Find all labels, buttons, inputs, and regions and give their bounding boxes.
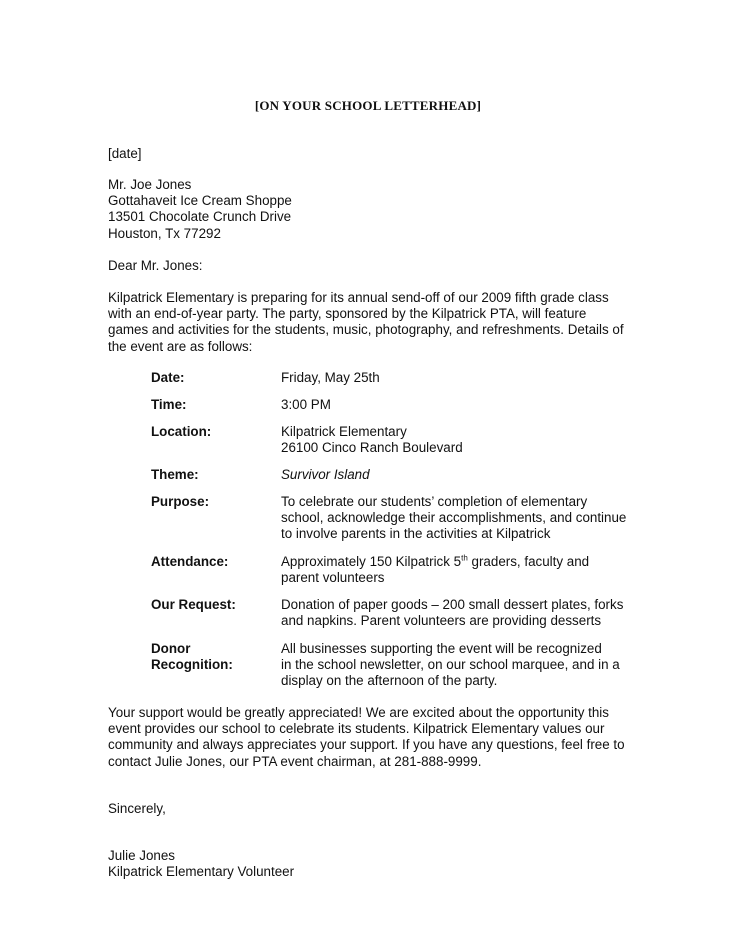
attendance-text: Approximately 150 Kilpatrick 5 [281,554,462,569]
detail-label: Purpose: [151,494,210,509]
attendance-text: graders, faculty and [467,554,590,569]
detail-value [281,641,620,690]
detail-label: Date: [151,370,185,385]
closing-line: contact Julie Jones, our PTA event chairman, at 281-888-9999. [108,753,482,769]
location-line: 26100 Cinco Ranch Boulevard [281,440,463,456]
detail-label: Theme: [151,467,199,482]
salutation [108,258,638,274]
recipient-city: Houston, Tx 77292 [108,225,221,241]
purpose-line: To celebrate our students’ completion of elementary [281,494,588,509]
closing-paragraph [108,705,638,770]
signature-name: Julie Jones [108,848,175,863]
detail-label: Time: [151,397,187,412]
donor-line: in the school newsletter, on our school marquee, and in a [281,657,620,673]
detail-label: Location: [151,424,212,439]
intro-line: games and activities for the students, music, photography, and refreshments. Details of [108,322,624,338]
letterhead-placeholder: [ON YOUR SCHOOL LETTERHEAD] [254,98,482,113]
date-line [108,146,638,162]
detail-value [281,494,626,543]
ordinal-suffix: th [461,553,468,563]
closing-line: community and always appreciates your support. If you have any questions, feel free to [108,737,625,753]
request-line: Donation of paper goods – 200 small dessert plates, forks [281,597,624,612]
donor-label-line: Donor [151,641,191,656]
recipient-street: 13501 Chocolate Crunch Drive [108,209,292,225]
attendance-line [281,554,589,570]
date-placeholder: [date] [108,146,142,161]
detail-value: 3:00 PM [281,397,331,412]
signature-title: Kilpatrick Elementary Volunteer [108,864,295,880]
signoff [108,801,638,817]
detail-value: Survivor Island [281,467,370,482]
detail-value [281,424,463,456]
recipient-address [108,177,638,242]
detail-label [151,641,233,673]
closing-line: Your support would be greatly appreciated! We are excited about the opportunity this [108,705,609,720]
detail-value [281,597,623,629]
donor-line: All businesses supporting the event will be recognized [281,641,602,656]
recipient-company: Gottahaveit Ice Cream Shoppe [108,193,292,209]
request-line: and napkins. Parent volunteers are providing desserts [281,613,602,629]
intro-paragraph [108,290,638,355]
intro-line: with an end-of-year party. The party, sponsored by the Kilpatrick PTA, will feature [108,306,587,322]
recipient-name: Mr. Joe Jones [108,177,192,192]
purpose-line: to involve parents in the activities at Kilpatrick [281,526,551,542]
detail-label: Attendance: [151,554,229,569]
detail-label: Our Request: [151,597,236,612]
signature-block [108,848,638,880]
detail-value [281,554,589,586]
purpose-line: school, acknowledge their accomplishments, and continue [281,510,627,526]
signoff-text: Sincerely, [108,801,166,816]
closing-line: event provides our school to celebrate its students. Kilpatrick Elementary values our [108,721,605,737]
detail-value: Friday, May 25th [281,370,380,385]
intro-line: the event are as follows: [108,338,253,354]
location-line: Kilpatrick Elementary [281,424,407,439]
donor-label-line: Recognition: [151,657,233,673]
attendance-line: parent volunteers [281,570,385,586]
donor-line: display on the afternoon of the party. [281,673,498,689]
salutation-text: Dear Mr. Jones: [108,258,203,273]
intro-line: Kilpatrick Elementary is preparing for its annual send-off of our 2009 fifth grade class [108,290,609,305]
